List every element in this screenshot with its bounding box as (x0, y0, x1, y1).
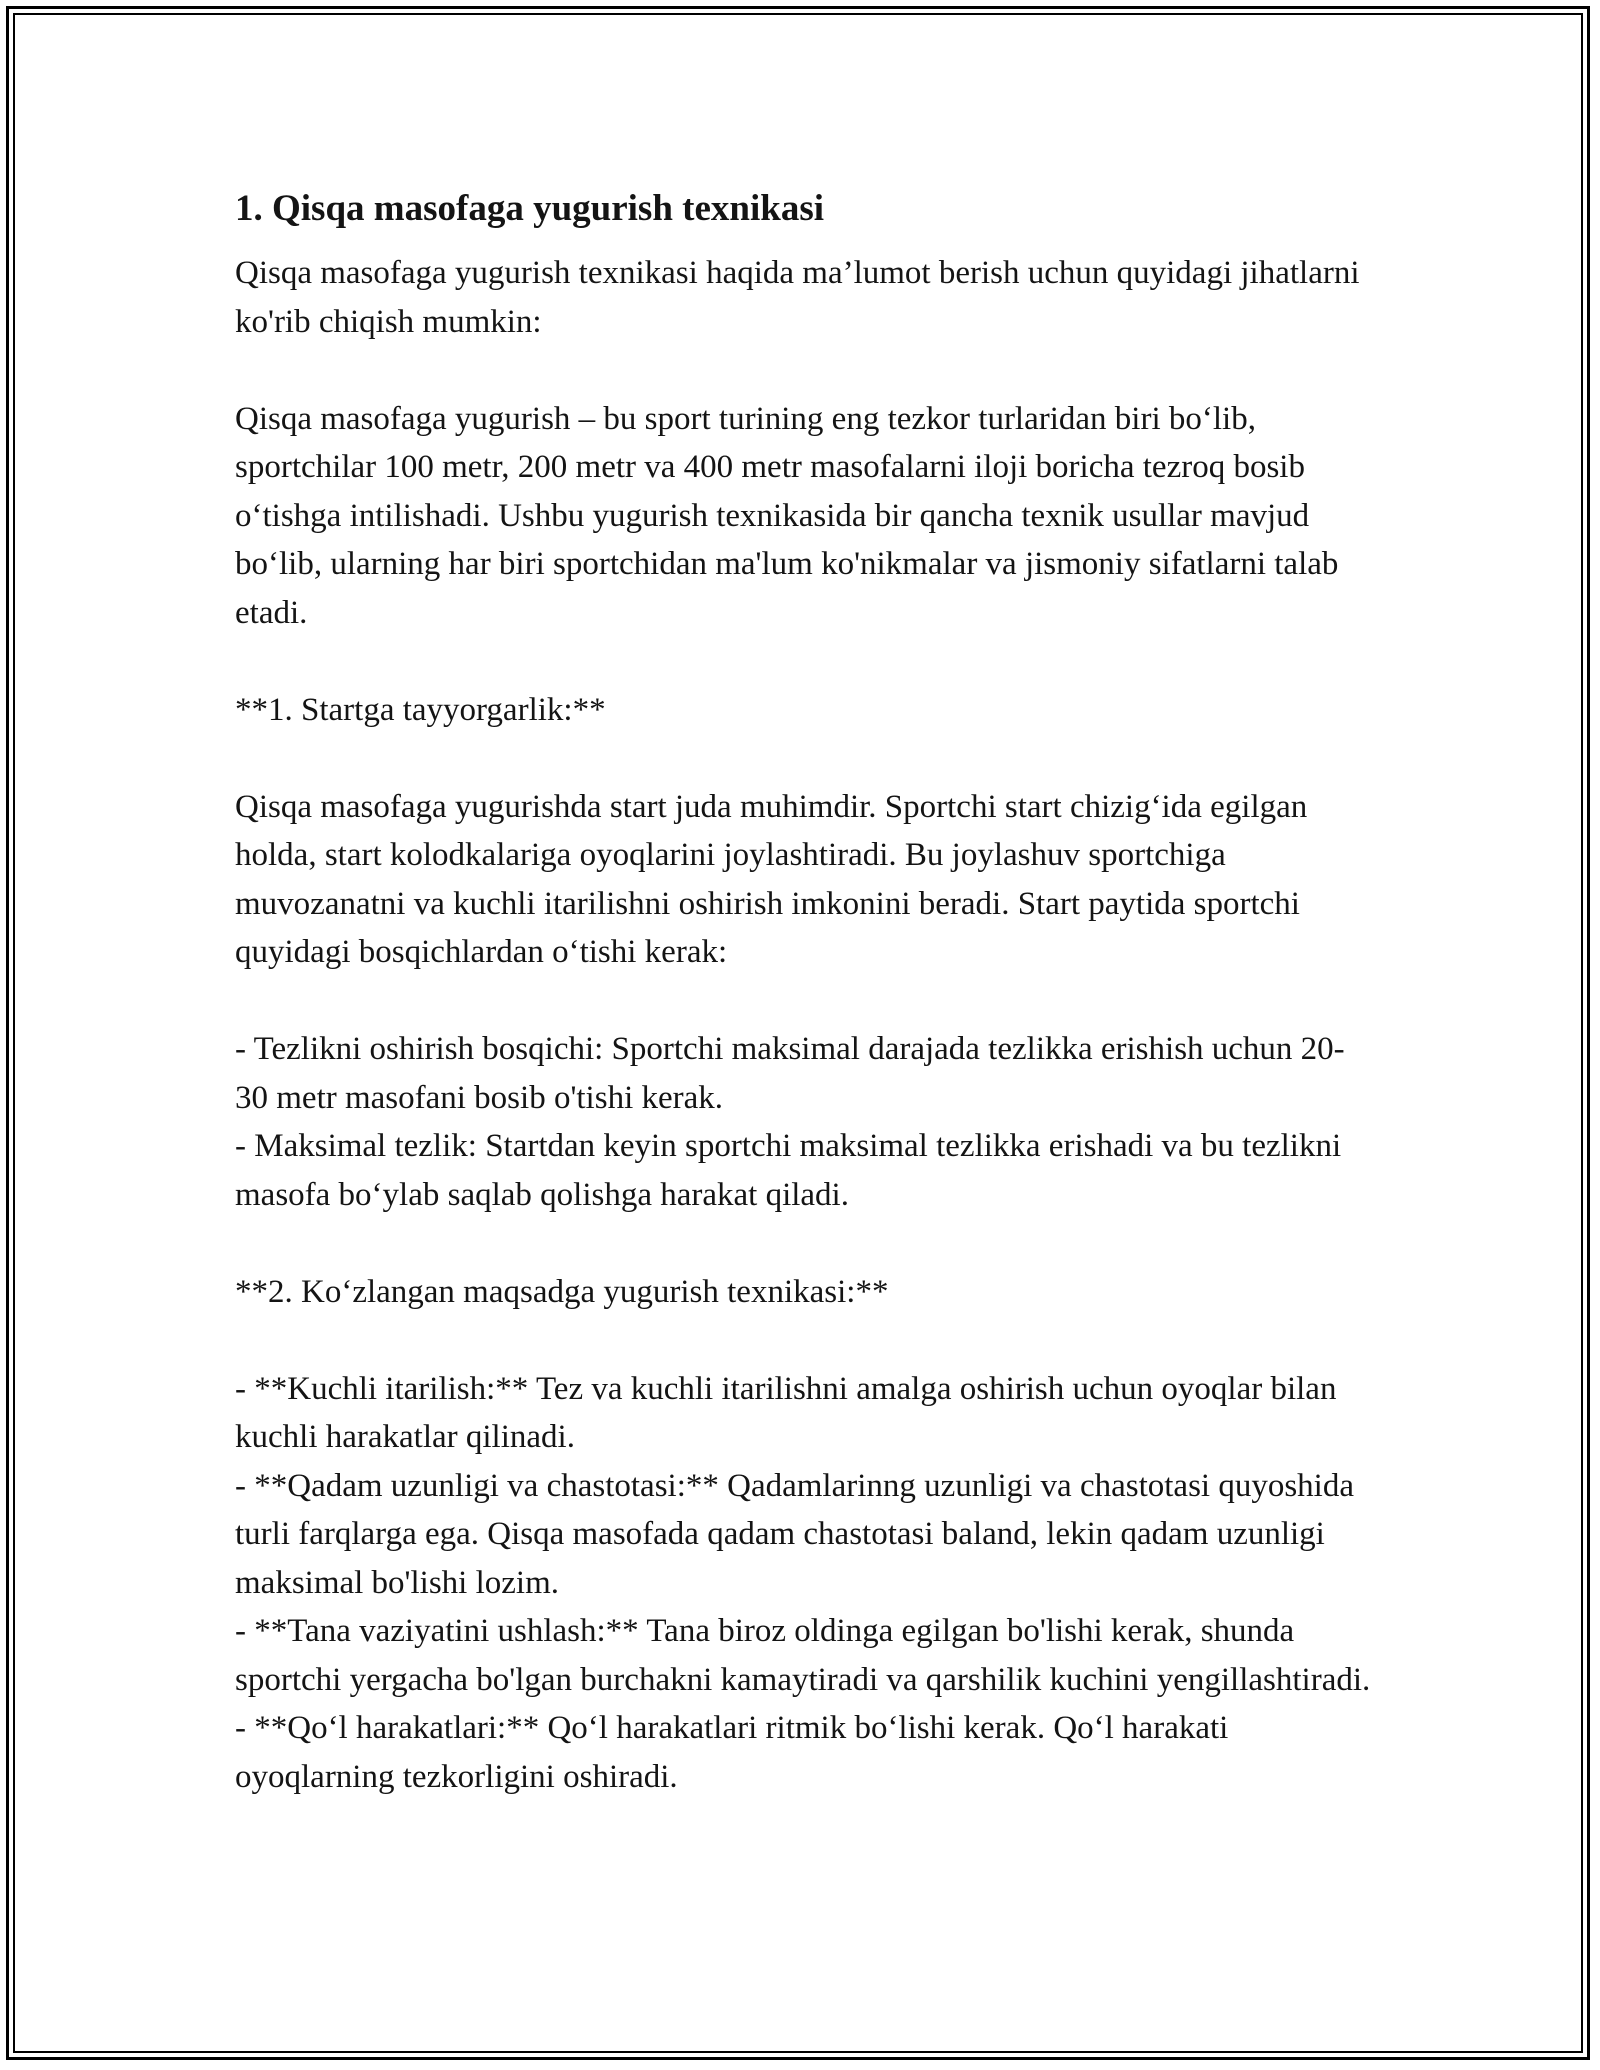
list-item: - **Tana vaziyatini ushlash:** Tana biroz oldinga egilgan bo'lishi kerak, shunda sportchi yergacha bo'lgan burchakni kamaytiradi va qarshilik kuchini yengillashtiradi. (235, 1613, 1371, 1698)
list-item: - Tezlikni oshirish bosqichi: Sportchi maksimal darajada tezlikka erishish uchun 20-30 metr masofani bosib o'tishi kerak. (235, 1031, 1345, 1116)
list-item: - Maksimal tezlik: Startdan keyin sportchi maksimal tezlikka erishadi va bu tezlikni masofa bo‘ylab saqlab qolishga harakat qiladi. (235, 1128, 1342, 1213)
document-title: 1. Qisqa masofaga yugurish texnikasi (235, 188, 825, 229)
section-heading-start: **1. Startga tayyorgarlik:** (235, 691, 606, 728)
list-item: - **Qadam uzunligi va chastotasi:** Qadamlarinng uzunligi va chastotasi quyoshida turli farqlarga ega. Qisqa masofada qadam chastotasi baland, lekin qadam uzunligi maksimal bo'lishi lozim. (235, 1467, 1354, 1601)
intro-paragraph: Qisqa masofaga yugurish texnikasi haqida ma’lumot berish uchun quyidagi jihatlarni ko'rib chiqish mumkin: (235, 255, 1360, 340)
document-body (235, 185, 1375, 1801)
list-item: - **Qo‘l harakatlari:** Qo‘l harakatlari ritmik bo‘lishi kerak. Qo‘l harakati oyoqlarning tezkorligini oshiradi. (235, 1710, 1229, 1795)
section-heading-technique: **2. Ko‘zlangan maqsadga yugurish texnikasi:** (235, 1273, 889, 1310)
list-item: - **Kuchli itarilish:** Tez va kuchli itarilishni amalga oshirish uchun oyoqlar bilan kuchli harakatlar qilinadi. (235, 1370, 1337, 1455)
overview-paragraph: Qisqa masofaga yugurish – bu sport turining eng tezkor turlaridan biri bo‘lib, sportchilar 100 metr, 200 metr va 400 metr masofalarni iloji boricha tezroq bosib o‘tishga intilishadi. Ushbu yugurish texnikasida bir qancha texnik usullar mavjud bo‘lib, ularning har biri sportchidan ma'lum ko'nikmalar va jismoniy sifatlarni talab etadi. (235, 400, 1339, 631)
start-paragraph: Qisqa masofaga yugurishda start juda muhimdir. Sportchi start chizig‘ida egilgan holda, start kolodkalariga oyoqlarini joylashtiradi. Bu joylashuv sportchiga muvozanatni va kuchli itarilishni oshirish imkonini beradi. Start paytida sportchi quyidagi bosqichlardan o‘tishi kerak: (235, 788, 1308, 970)
